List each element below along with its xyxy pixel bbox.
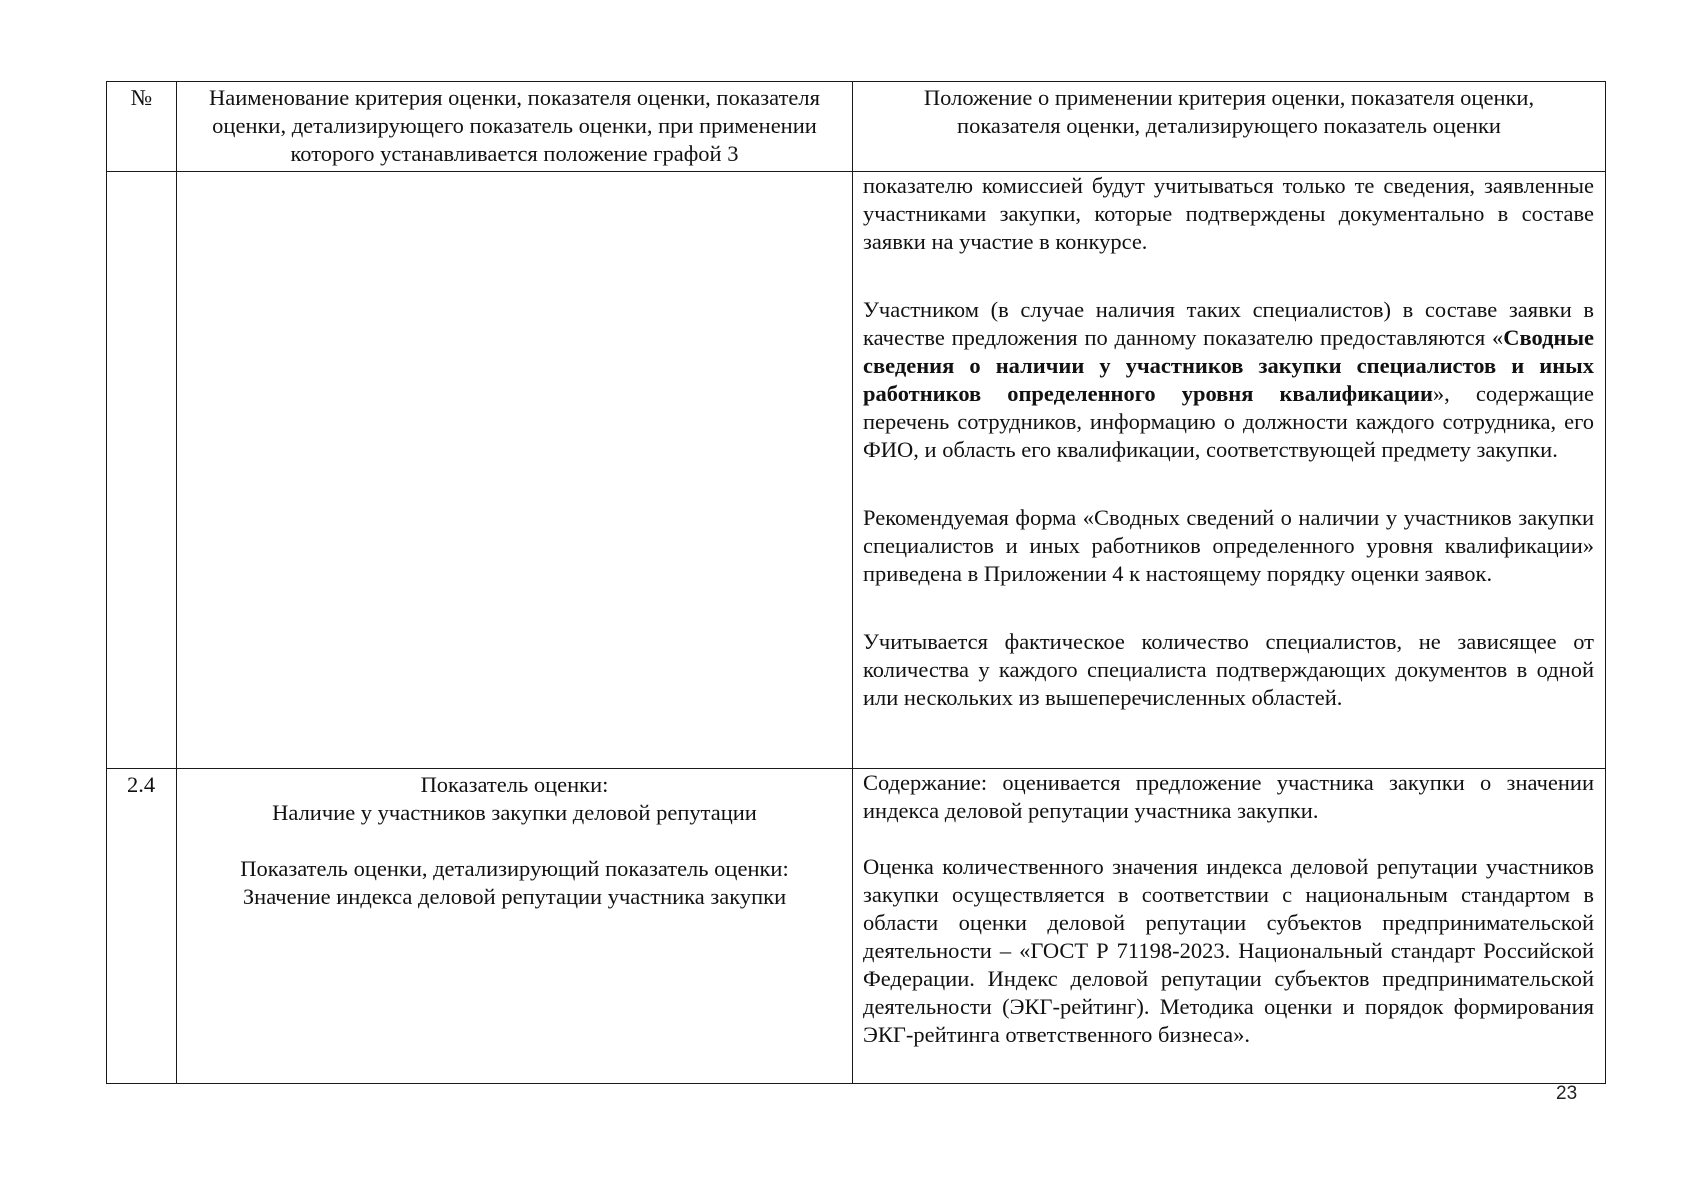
row2-rule-cell bbox=[853, 769, 1606, 1084]
row1-paragraph-2-prefix: Участником (в случае наличия таких специалистов) в составе заявки в качестве предложения по данному показателю предоставляются « bbox=[863, 297, 1594, 350]
row1-paragraph-3: Рекомендуемая форма «Сводных сведений о наличии у участников закупки специалистов и иных работников определенного уровня квалификации» приведена в Приложении 4 к настоящему порядку оценки заявок. bbox=[863, 505, 1594, 586]
row2-num-cell bbox=[107, 769, 177, 1084]
row1-paragraph-4: Учитывается фактическое количество специалистов, не зависящее от количества у каждого специалиста подтверждающих документов в одной или нескольких из вышеперечисленных областей. bbox=[863, 629, 1594, 710]
row2-name-line-4: Значение индекса деловой репутации участника закупки bbox=[242, 884, 787, 909]
row1-paragraph-2 bbox=[863, 296, 1594, 464]
row2-paragraph-2: Оценка количественного значения индекса деловой репутации участников закупки осуществляется в соответствии с национальным стандартом в области оценки деловой репутации субъектов предпринимательской деятельности – «ГОСТ Р 71198-2023. Национальный стандарт Российской Федерации. Индекс деловой репутации субъектов предпринимательской деятельности (ЭКГ-рейтинг). Методика оценки и порядок формирования ЭКГ-рейтинга ответственного бизнеса». bbox=[863, 854, 1594, 1047]
row2-num: 2.4 bbox=[127, 772, 156, 797]
page-number: 23 bbox=[1556, 1083, 1578, 1104]
header-num: № bbox=[107, 82, 177, 172]
row2-name-line-1: Показатель оценки: bbox=[420, 772, 609, 797]
row2-name-cell bbox=[177, 769, 853, 1084]
criteria-table bbox=[106, 81, 1606, 1084]
header-criterion-name: Наименование критерия оценки, показателя оценки, показателя оценки, детализирующего показатель оценки, при применении которого устанавливается положение графой 3 bbox=[177, 82, 853, 172]
table-header-row bbox=[107, 82, 1606, 172]
table-row bbox=[107, 769, 1606, 1084]
row2-name-line-2: Наличие у участников закупки деловой репутации bbox=[272, 800, 757, 825]
row2-paragraph-1: Содержание: оценивается предложение участника закупки о значении индекса деловой репутации участника закупки. bbox=[863, 770, 1594, 823]
row1-paragraph-2-bold: Сводные сведения о наличии у участников закупки специалистов и иных работников определенного уровня квалификации bbox=[863, 325, 1594, 406]
row1-paragraph-1: показателю комиссией будут учитываться только те сведения, заявленные участниками закупки, которые подтверждены документально в составе заявки на участие в конкурсе. bbox=[863, 173, 1594, 254]
table-row bbox=[107, 172, 1606, 769]
row1-num-cell bbox=[107, 172, 177, 769]
row2-name-line-3: Показатель оценки, детализирующий показатель оценки: bbox=[240, 856, 789, 881]
row1-name-cell bbox=[177, 172, 853, 769]
row1-paragraph-2-suffix: », содержащие перечень сотрудников, информацию о должности каждого сотрудника, его ФИО, и область его квалификации, соответствующей предмету закупки. bbox=[863, 381, 1594, 462]
row1-rule-cell bbox=[853, 172, 1606, 769]
header-criterion-rule: Положение о применении критерия оценки, показателя оценки, показателя оценки, детализирующего показатель оценки bbox=[853, 82, 1606, 172]
